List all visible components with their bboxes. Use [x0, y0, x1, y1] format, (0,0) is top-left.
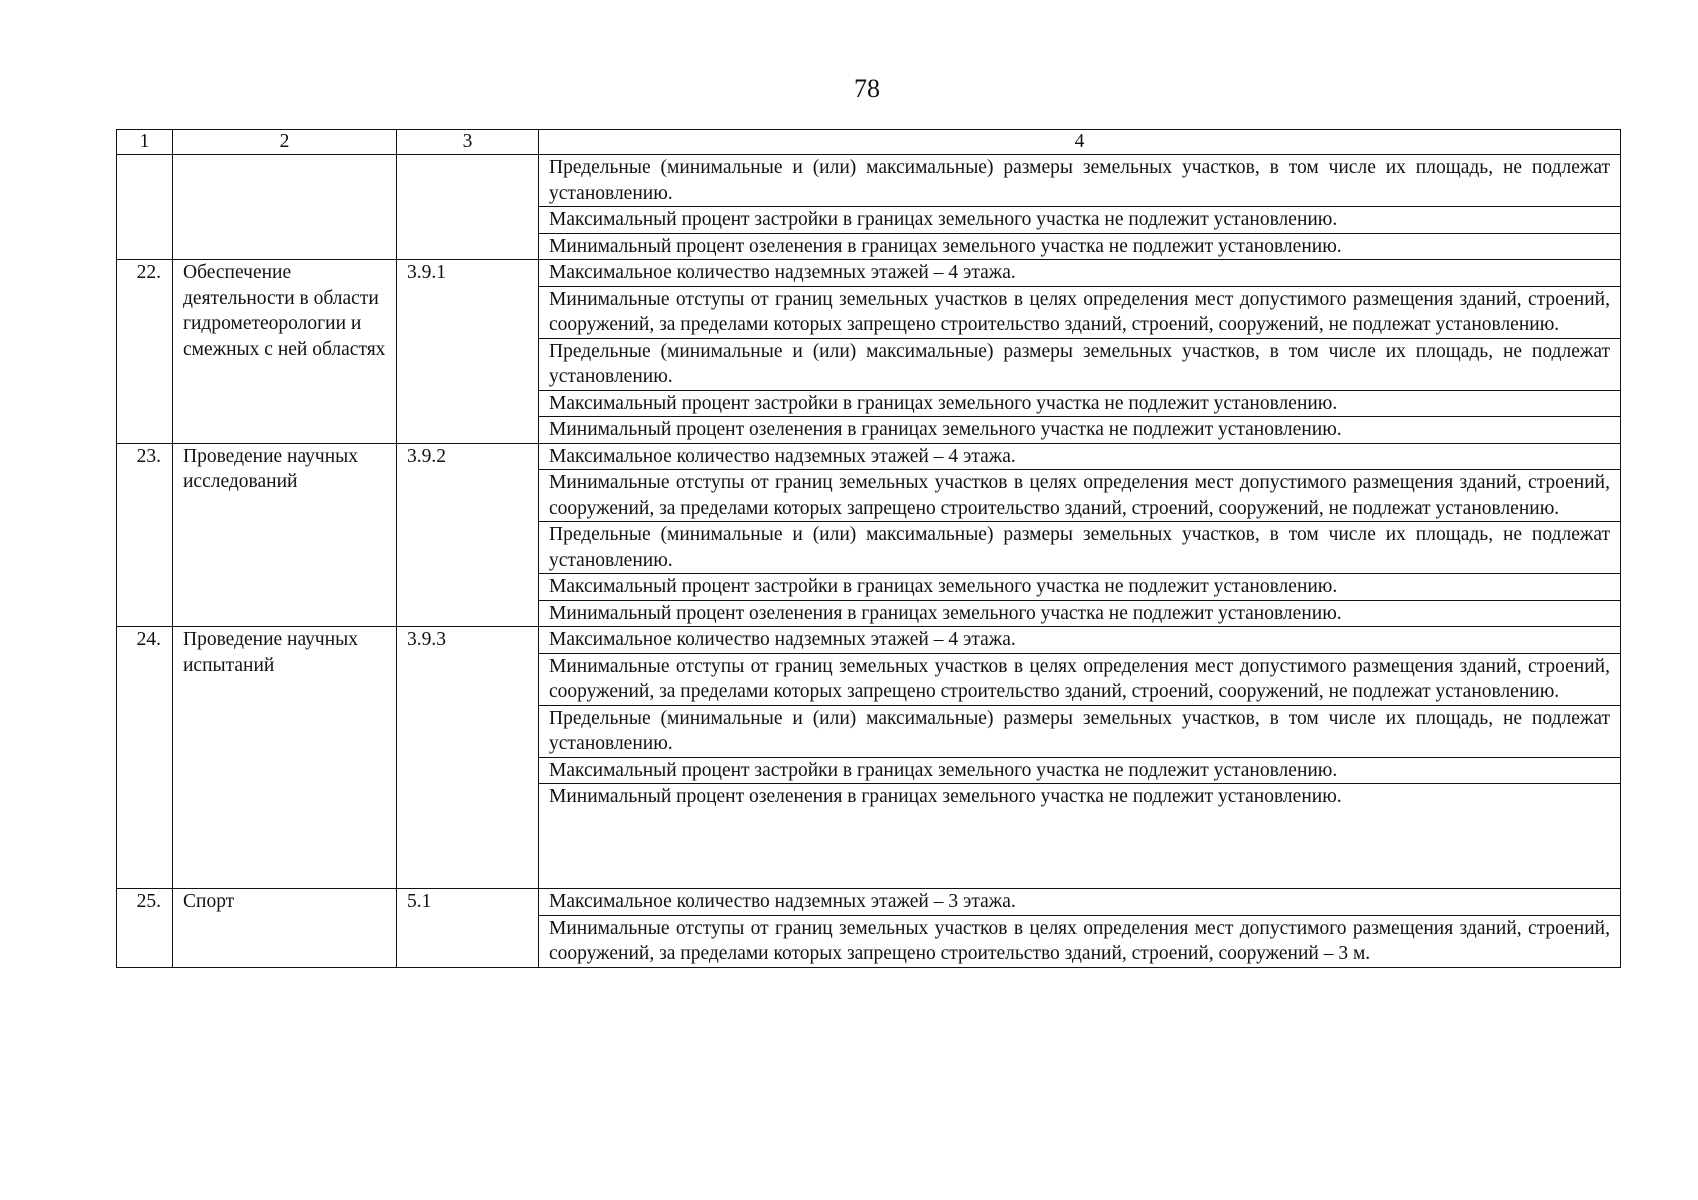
- param-cell: Предельные (минимальные и (или) максимальные) размеры земельных участков, в том числе их площадь, не подлежат установлению.: [539, 522, 1621, 574]
- param-cell: Максимальный процент застройки в границах земельного участка не подлежит установлению.: [539, 757, 1621, 784]
- num-cell: [117, 155, 173, 260]
- param-cell: Минимальный процент озеленения в границах земельного участка не подлежит установлению.: [539, 784, 1621, 889]
- column-header: 3: [397, 130, 539, 155]
- use-code: 3.9.1: [397, 260, 539, 444]
- param-cell: Предельные (минимальные и (или) максимальные) размеры земельных участков, в том числе их площадь, не подлежат установлению.: [539, 705, 1621, 757]
- param-cell: Максимальный процент застройки в границах земельного участка не подлежит установлению.: [539, 207, 1621, 234]
- use-code: 5.1: [397, 889, 539, 968]
- use-name: Спорт: [173, 889, 397, 968]
- use-name: Проведение научных испытаний: [173, 627, 397, 889]
- table-row: [117, 443, 1621, 470]
- column-header: 1: [117, 130, 173, 155]
- column-header: 2: [173, 130, 397, 155]
- name-cell: [173, 155, 397, 260]
- row-number: 23.: [117, 443, 173, 627]
- param-cell: Максимальное количество надземных этажей – 4 этажа.: [539, 260, 1621, 287]
- code-cell: [397, 155, 539, 260]
- table-header-row: [117, 130, 1621, 155]
- param-cell: Минимальные отступы от границ земельных участков в целях определения мест допустимого размещения зданий, строений, сооружений, за пределами которых запрещено строительство зданий, строений, сооружений – 3 м.: [539, 915, 1621, 967]
- row-number: 24.: [117, 627, 173, 889]
- param-cell: Максимальное количество надземных этажей – 4 этажа.: [539, 627, 1621, 654]
- param-cell: Минимальный процент озеленения в границах земельного участка не подлежит установлению.: [539, 600, 1621, 627]
- regulations-table: [116, 129, 1621, 968]
- row-number: 22.: [117, 260, 173, 444]
- param-cell: Минимальные отступы от границ земельных участков в целях определения мест допустимого размещения зданий, строений, сооружений, за пределами которых запрещено строительство зданий, строений, сооружений, не подлежат установлению.: [539, 286, 1621, 338]
- use-name: Обеспечение деятельности в области гидрометеорологии и смежных с ней областях: [173, 260, 397, 444]
- use-name: Проведение научных исследований: [173, 443, 397, 627]
- use-code: 3.9.2: [397, 443, 539, 627]
- param-cell: Максимальный процент застройки в границах земельного участка не подлежит установлению.: [539, 574, 1621, 601]
- row-number: 25.: [117, 889, 173, 968]
- table-row: [117, 889, 1621, 916]
- use-code: 3.9.3: [397, 627, 539, 889]
- param-cell: Предельные (минимальные и (или) максимальные) размеры земельных участков, в том числе их площадь, не подлежат установлению.: [539, 155, 1621, 207]
- page-number: 78: [854, 74, 880, 103]
- param-cell: Минимальный процент озеленения в границах земельного участка не подлежит установлению.: [539, 417, 1621, 444]
- table-row: [117, 627, 1621, 654]
- table-row: [117, 260, 1621, 287]
- table-row: [117, 155, 1621, 207]
- param-cell: Минимальные отступы от границ земельных участков в целях определения мест допустимого размещения зданий, строений, сооружений, за пределами которых запрещено строительство зданий, строений, сооружений, не подлежат установлению.: [539, 653, 1621, 705]
- param-cell: Максимальное количество надземных этажей – 3 этажа.: [539, 889, 1621, 916]
- param-cell: Минимальный процент озеленения в границах земельного участка не подлежит установлению.: [539, 233, 1621, 260]
- param-cell: Минимальные отступы от границ земельных участков в целях определения мест допустимого размещения зданий, строений, сооружений, за пределами которых запрещено строительство зданий, строений, сооружений, не подлежат установлению.: [539, 470, 1621, 522]
- param-cell: Максимальный процент застройки в границах земельного участка не подлежит установлению.: [539, 390, 1621, 417]
- param-cell: Максимальное количество надземных этажей – 4 этажа.: [539, 443, 1621, 470]
- param-cell: Предельные (минимальные и (или) максимальные) размеры земельных участков, в том числе их площадь, не подлежат установлению.: [539, 338, 1621, 390]
- column-header: 4: [539, 130, 1621, 155]
